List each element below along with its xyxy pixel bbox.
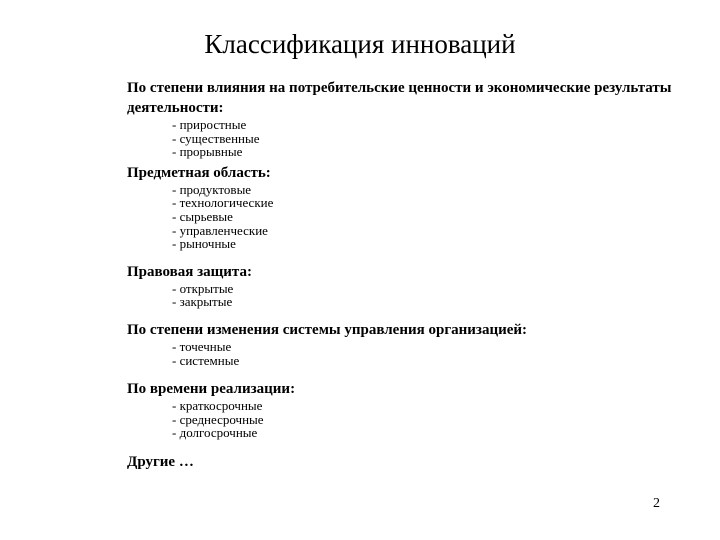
classification-group-impact (127, 78, 697, 159)
list-item: - сырьевые (172, 208, 233, 224)
list-item: - открытые (172, 280, 234, 296)
group-items (172, 282, 697, 309)
list-item: - закрытые (172, 294, 233, 310)
classification-list (127, 78, 697, 472)
classification-group-legal-protection (127, 262, 697, 309)
slide-title: Классификация инноваций (204, 29, 516, 59)
list-item: - рыночные (172, 236, 236, 252)
list-item: - технологические (172, 195, 274, 211)
group-heading: Правовая защита: (127, 263, 252, 280)
list-item: - среднесрочные (172, 411, 264, 427)
classification-group-other (127, 452, 697, 472)
group-heading: Другие … (127, 453, 194, 470)
list-item: - приростные (172, 117, 247, 132)
group-items (172, 399, 697, 440)
group-items (172, 340, 697, 367)
group-heading: Предметная область: (127, 164, 271, 181)
list-item: - существенные (172, 130, 260, 146)
list-item: - долгосрочные (172, 425, 258, 441)
slide-number: 2 (653, 496, 660, 511)
classification-group-management-change (127, 320, 697, 367)
list-item: - продуктовые (172, 181, 252, 197)
group-heading: По степени изменения системы управления организацией: (127, 321, 528, 338)
classification-group-implementation-time (127, 379, 697, 440)
classification-group-subject-area (127, 163, 697, 251)
group-heading: По времени реализации: (127, 381, 296, 398)
list-item: - системные (172, 352, 240, 368)
group-heading: По степени влияния на потребительские ценности и экономические результаты деятельности: (127, 80, 672, 116)
list-item: - точечные (172, 338, 232, 354)
group-items (172, 118, 697, 159)
list-item: - прорывные (172, 144, 243, 160)
list-item: - краткосрочные (172, 398, 263, 414)
group-items (172, 183, 697, 251)
list-item: - управленческие (172, 222, 268, 238)
